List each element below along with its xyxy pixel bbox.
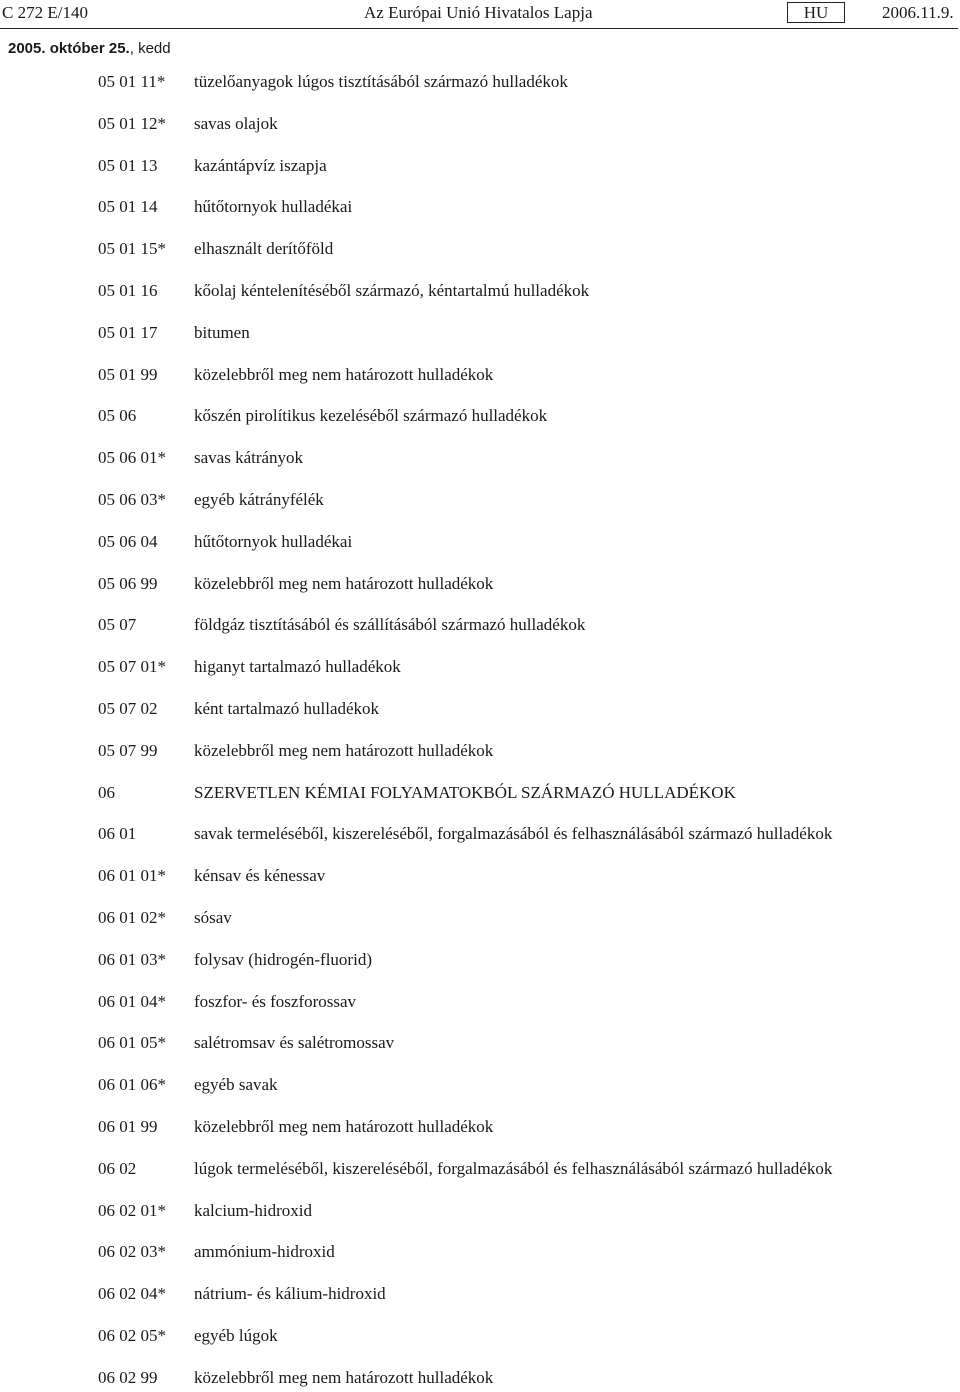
session-date-bold: 2005. október 25. bbox=[8, 40, 130, 57]
list-item bbox=[0, 699, 960, 723]
waste-code: 06 01 03* bbox=[98, 949, 166, 969]
waste-code: 06 01 01* bbox=[98, 866, 166, 886]
publication-date: 2006.11.9. bbox=[882, 3, 954, 22]
list-item bbox=[0, 156, 960, 180]
waste-description: savak termeléséből, kiszereléséből, forgalmazásából és felhasználásából származó hulladékok bbox=[194, 824, 833, 844]
waste-description: hűtőtornyok hulladékai bbox=[194, 531, 353, 551]
waste-code: 06 01 06* bbox=[98, 1075, 166, 1095]
waste-description: hűtőtornyok hulladékai bbox=[194, 197, 353, 217]
list-item bbox=[0, 866, 960, 890]
list-item bbox=[0, 783, 960, 807]
waste-code: 06 02 bbox=[98, 1158, 137, 1178]
waste-code: 06 01 05* bbox=[98, 1033, 166, 1053]
waste-description: közelebbről meg nem határozott hulladékok bbox=[194, 1117, 494, 1136]
waste-code: 05 06 03* bbox=[98, 490, 166, 509]
waste-code: 05 01 17 bbox=[98, 322, 158, 342]
list-item bbox=[0, 1242, 960, 1266]
list-item bbox=[0, 950, 960, 974]
waste-description: sósav bbox=[194, 908, 232, 927]
waste-description: közelebbről meg nem határozott hulladékok bbox=[194, 364, 494, 384]
list-item bbox=[0, 741, 960, 765]
waste-description: közelebbről meg nem határozott hulladékok bbox=[194, 573, 494, 593]
waste-description: egyéb savak bbox=[194, 1075, 278, 1095]
waste-description: savas kátrányok bbox=[194, 448, 304, 468]
list-item bbox=[0, 1284, 960, 1308]
waste-description: nátrium- és kálium-hidroxid bbox=[194, 1284, 386, 1304]
waste-description: bitumen bbox=[194, 322, 250, 342]
waste-description: salétromsav és salétromossav bbox=[194, 1033, 395, 1053]
waste-description: kőszén pirolítikus kezeléséből származó hulladékok bbox=[194, 406, 548, 426]
list-item bbox=[0, 1117, 960, 1141]
waste-code: 05 01 16 bbox=[98, 281, 158, 300]
waste-code: 05 06 01* bbox=[98, 448, 166, 468]
list-item bbox=[0, 281, 960, 305]
list-item bbox=[0, 1075, 960, 1099]
waste-code: 06 02 99 bbox=[98, 1367, 158, 1387]
waste-code: 05 06 99 bbox=[98, 573, 158, 593]
waste-code: 06 01 bbox=[98, 824, 137, 844]
list-item bbox=[0, 992, 960, 1016]
list-item bbox=[0, 657, 960, 681]
list-item bbox=[0, 323, 960, 347]
waste-description: ammónium-hidroxid bbox=[194, 1242, 335, 1262]
list-item bbox=[0, 406, 960, 430]
waste-description: közelebbről meg nem határozott hulladékok bbox=[194, 1367, 494, 1387]
list-item bbox=[0, 365, 960, 389]
waste-description: egyéb lúgok bbox=[194, 1326, 278, 1345]
waste-description: földgáz tisztításából és szállításából származó hulladékok bbox=[194, 615, 586, 635]
waste-code: 05 01 14 bbox=[98, 197, 158, 217]
waste-description: elhasznált derítőföld bbox=[194, 239, 334, 259]
waste-description: kénsav és kénessav bbox=[194, 866, 326, 886]
waste-code: 05 07 bbox=[98, 615, 137, 635]
list-item bbox=[0, 1326, 960, 1350]
list-item bbox=[0, 72, 960, 96]
waste-description: SZERVETLEN KÉMIAI FOLYAMATOKBÓL SZÁRMAZÓ HULLADÉKOK bbox=[194, 782, 736, 802]
waste-description: egyéb kátrányfélék bbox=[194, 490, 324, 509]
list-item bbox=[0, 239, 960, 263]
list-item bbox=[0, 197, 960, 221]
waste-code: 05 07 02 bbox=[98, 699, 158, 718]
list-item bbox=[0, 448, 960, 472]
waste-description: kalcium-hidroxid bbox=[194, 1200, 313, 1220]
list-item bbox=[0, 1159, 960, 1183]
waste-description: foszfor- és foszforossav bbox=[194, 991, 357, 1011]
list-item bbox=[0, 1368, 960, 1392]
waste-code: 05 07 99 bbox=[98, 740, 158, 760]
waste-code: 06 01 99 bbox=[98, 1117, 158, 1136]
waste-code: 06 01 02* bbox=[98, 908, 166, 927]
journal-title: Az Európai Unió Hivatalos Lapja bbox=[364, 3, 593, 22]
list-item bbox=[0, 1201, 960, 1225]
waste-code: 05 01 99 bbox=[98, 364, 158, 384]
list-item bbox=[0, 114, 960, 138]
waste-code: 06 02 01* bbox=[98, 1200, 166, 1220]
waste-description: kazántápvíz iszapja bbox=[194, 155, 327, 175]
waste-code: 05 01 11* bbox=[98, 72, 166, 91]
waste-description: közelebbről meg nem határozott hulladékok bbox=[194, 740, 494, 760]
waste-code: 06 01 04* bbox=[98, 991, 166, 1011]
waste-code: 05 01 12* bbox=[98, 113, 166, 133]
waste-code: 06 bbox=[98, 782, 115, 802]
list-item bbox=[0, 574, 960, 598]
journal-reference: C 272 E/140 bbox=[2, 3, 88, 22]
waste-description: higanyt tartalmazó hulladékok bbox=[194, 657, 401, 677]
waste-code: 06 02 03* bbox=[98, 1242, 166, 1262]
waste-code: 06 02 04* bbox=[98, 1284, 166, 1304]
list-item bbox=[0, 490, 960, 514]
waste-description: savas olajok bbox=[194, 113, 278, 133]
session-date-weekday: , kedd bbox=[129, 40, 171, 57]
waste-description: folysav (hidrogén-fluorid) bbox=[194, 949, 372, 969]
waste-description: tüzelőanyagok lúgos tisztításából származó hulladékok bbox=[194, 72, 568, 91]
waste-description: kőolaj kéntelenítéséből származó, kéntartalmú hulladékok bbox=[194, 281, 590, 300]
waste-code: 05 01 15* bbox=[98, 239, 166, 259]
waste-code: 05 06 04 bbox=[98, 531, 158, 551]
language-badge: HU bbox=[787, 2, 845, 23]
waste-description: lúgok termeléséből, kiszereléséből, forgalmazásából és felhasználásából származó hulladékok bbox=[194, 1158, 833, 1178]
waste-description: ként tartalmazó hulladékok bbox=[194, 699, 380, 718]
waste-code: 05 06 bbox=[98, 406, 137, 426]
list-item bbox=[0, 615, 960, 639]
waste-code: 05 07 01* bbox=[98, 657, 166, 677]
waste-code: 06 02 05* bbox=[98, 1326, 166, 1345]
list-item bbox=[0, 908, 960, 932]
list-item bbox=[0, 532, 960, 556]
list-item bbox=[0, 824, 960, 848]
list-item bbox=[0, 1033, 960, 1057]
waste-code: 05 01 13 bbox=[98, 155, 158, 175]
